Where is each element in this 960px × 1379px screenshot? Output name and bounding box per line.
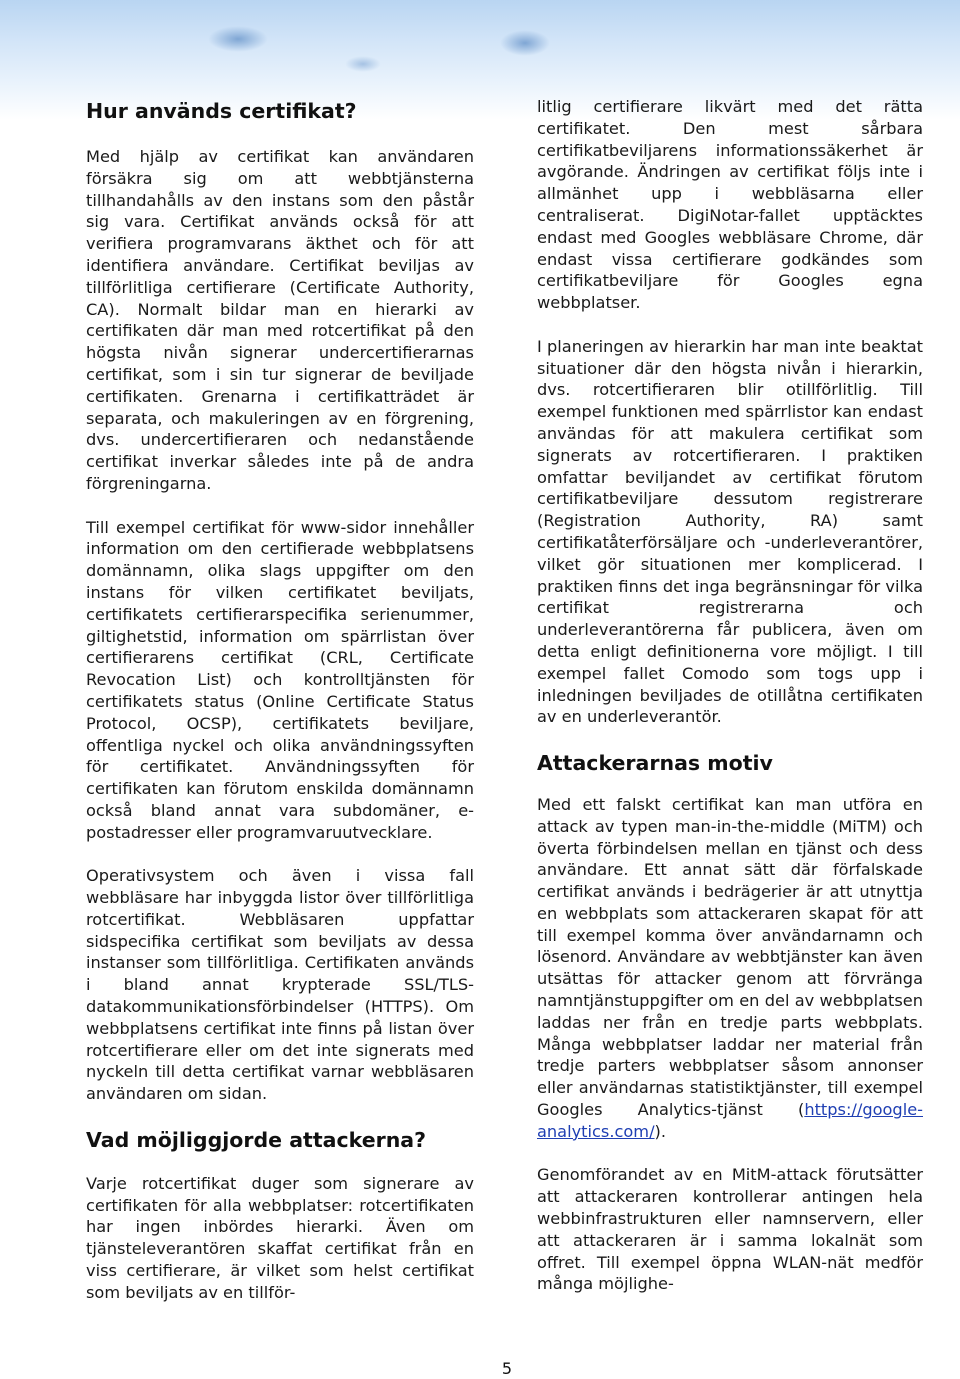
paragraph: Med hjälp av certifikat kan användaren försäkra sig om att webbtjänsterna tillhandahålls av den instans som den påstår sig vara. Certifikat används också för att verifiera programvarans äkthet och för att identifiera användare. Certifikat beviljas av tillförlitliga certifierare (Certificate Authority, CA). Normalt bildar man en hierarki av certifikaten där man med rotcertifikat på den högsta nivån signerar undercertifierarnas certifikat, som i sin tur signerar de beviljade certifikaten. Grenarna i certifikatträdet är separata, och makuleringen av en förgrening, dvs. undercertifieraren och nedanstående certifikat inverkar således inte på de andra förgreningarna. xyxy=(86,147,474,493)
section-heading: Hur används certifikat? xyxy=(86,99,357,123)
banner-fleck xyxy=(500,30,550,56)
banner-fleck xyxy=(208,26,268,52)
paragraph: Operativsystem och även i vissa fall webbläsare har inbyggda listor över tillförlitliga rotcertifikat. Webbläsaren uppfattar sidspecifika certifikat som beviljats av dessa instanser som tillförlitliga. Certifikaten används i bland annat krypterade SSL/TLS-datakommunikationsförbindelser (HTTPS). Om webbplatsens certifikat inte finns på listan över rotcertifierare eller om det inte signerats med nyckeln till detta certifikat varnar webbläsaren användaren om sidan. xyxy=(86,866,474,1104)
page-number: 5 xyxy=(501,1359,513,1378)
paragraph-text: ). xyxy=(654,1121,666,1141)
paragraph: litlig certifierare likvärt med det rätta certifikatet. Den mest sårbara certifikatbeviljarens informationssäkerhet är avgörande. Ändringen av certifikat följs inte i allmänhet upp i webbläsarna eller centraliserat. DigiNotar-fallet upptäcktes endast med Googles webbläsare Chrome, där endast vissa certifierare godkändes som certifikatbeviljare för Googles egna webbplatser. xyxy=(537,97,923,313)
banner-fleck xyxy=(345,56,381,72)
paragraph-text: Med ett falskt certifikat kan man utföra en attack av typen man-in-the-middle (MiTM) och överta förbindelsen mellan en tjänst och dess användare. Ett annat sätt där förfalskade certifikat används i bedrägerier är att utnyttja en webbplats som attackeraren skapat för att till exempel komma över användarnamn och lösenord. Användare av webbtjänster kan även utsättas för attacker genom att förvränga namntjänstuppgifter om en del av webbplatsen laddas ner från en tredje parts webbplats. Många webbplatser laddar ner material från tredje parters webbplatser såsom annonser eller användarnas statistiktjänster, till exempel Googles Analytics-tjänst ( xyxy=(537,794,923,1120)
paragraph: I planeringen av hierarkin har man inte beaktat situationer där den högsta nivån i hierarkin, dvs. rotcertifieraren blir otillförlitlig. Till exempel funktionen med spärrlistor kan endast användas för att makulera certifikat som signerats av rotcertifieraren. I praktiken omfattar beviljandet av certifikat förutom certifikatbeviljare dessutom registrerare (Registration Authority, RA) samt certifikatåterförsäljare och -underleverantörer, vilket gör situationen mer komplicerad. I praktiken finns det inga begränsningar för vilka certifikat registrerarna och underleverantörerna får publicera, även om detta enligt definitionerna vore möjligt. I till exempel fallet Comodo som togs upp i inledningen beviljades de otillåtna certifikaten av en underleverantör. xyxy=(537,336,923,727)
analytics-link[interactable]: https://google-analytics.com/ xyxy=(537,1100,923,1141)
paragraph xyxy=(537,794,923,1143)
left-column xyxy=(86,96,474,1325)
paragraph: Varje rotcertifikat duger som signerare av certifikaten för alla webbplatser: rotcertifikaten har ingen inbördes hierarki. Även om tjänsteleverantören skaffat certifikat från en viss certifierare, är vilket som helst certifikat som beviljats av en tillför- xyxy=(86,1173,474,1302)
paragraph: Till exempel certifikat för www-sidor innehåller information om den certifierade webbplatsens domännamn, olika slags uppgifter om den instans för vilken certifikatet beviljats, certifikatets certifierarspecifika serienummer, giltighetstid, information om spärrlistan över certifierarens certifikat (CRL, Certificate Revocation List) och kontrolltjänsten för certifikatets status (Online Certificate Status Protocol, OCSP), certifikatets beviljare, offentliga nyckel och olika användningssyften för certifikatet. Användningssyften för certifikaten kan förutom enskilda domännamn också bland annat vara subdomäner, e-postadresser eller programvaruutvecklare. xyxy=(86,517,474,842)
section-heading: Attackerarnas motiv xyxy=(537,750,773,775)
paragraph: Genomförandet av en MitM-attack förutsätter att attackeraren kontrollerar antingen hela webbinfrastrukturen eller namnservern, eller att attackeraren är i samma lokalnät som offret. Till exempel öppna WLAN-nät medför många möjlighe- xyxy=(537,1165,923,1294)
section-heading: Vad möjliggjorde attackerna? xyxy=(86,1127,427,1152)
right-column xyxy=(537,96,923,1317)
